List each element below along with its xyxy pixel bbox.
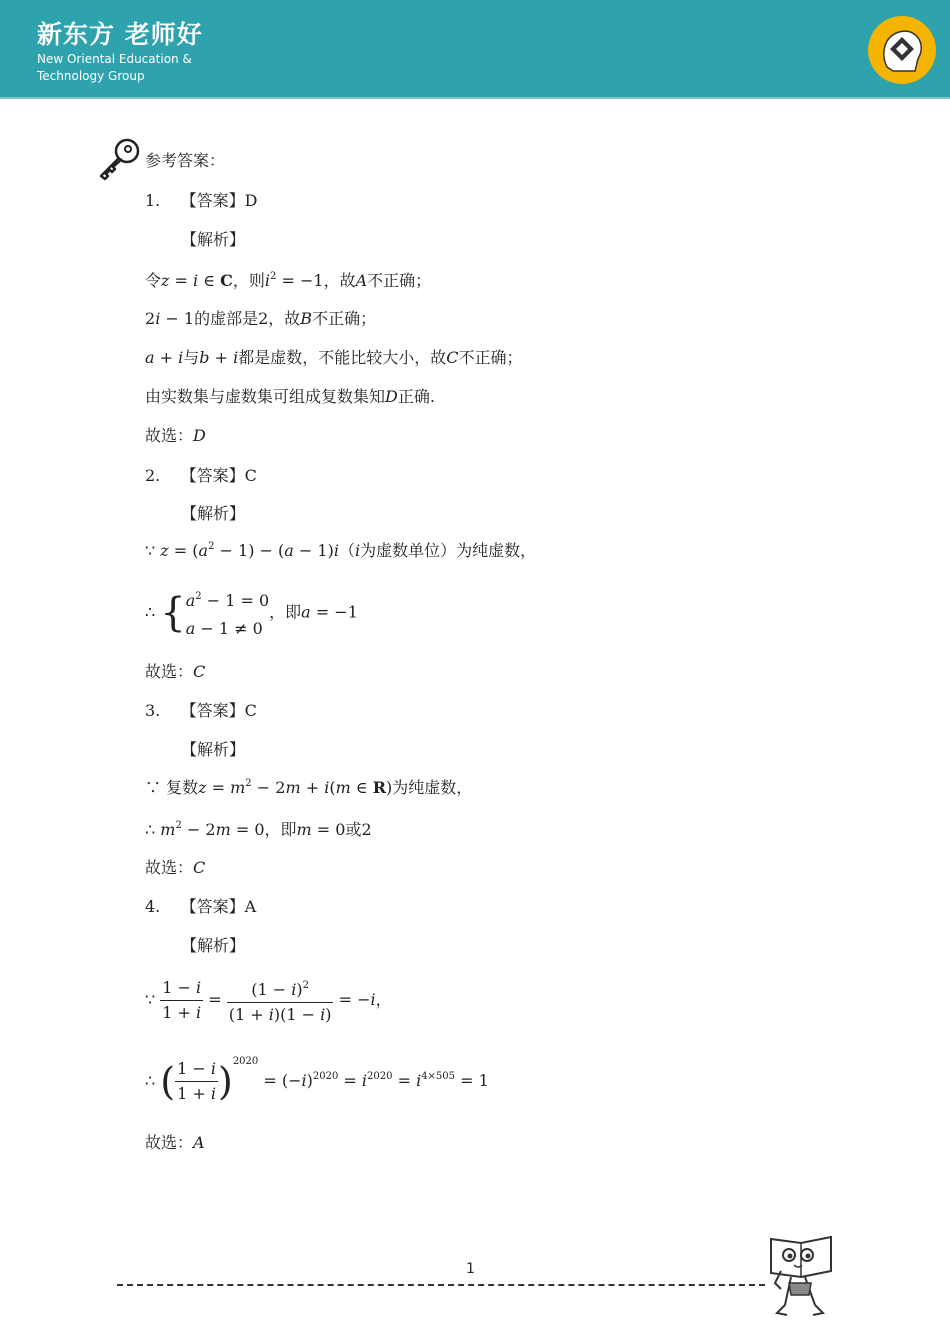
q4-step1: ∵ $\frac{1 - i}{1 + i}$ = $\frac{(1 - i)^2}{(1 + i)(1 - i)}$ = −i， (145, 975, 392, 1026)
q2-answer-label: 【答案】 (180, 466, 245, 485)
key-icon (96, 137, 142, 181)
q3-step2: ∴ $m^2 - 2m = 0$，即m = 0或2 (145, 820, 372, 839)
q1-analysis-label: 【解析】 (181, 230, 246, 249)
q1-step2: 2i − 1的虚部是2，故B不正确； (145, 309, 377, 328)
q2-analysis-label: 【解析】 (181, 504, 246, 523)
q1-answer: D (244, 191, 258, 210)
q3-step1: ∵ 复数$z = m^2 - 2m + i(m$ ∈ R)为纯虚数， (145, 778, 473, 797)
q2-step1: ∵ $z = (a^2 - 1) - (a - 1)i(i$为虚数单位）为纯虚数， (145, 541, 537, 560)
page-number: 1 (466, 1261, 475, 1277)
brand-name-cn: 新东方 老师好 (37, 20, 203, 49)
q1-step3: a + i与b + i都是虚数，不能比较大小，故C不正确； (145, 348, 523, 367)
q3-analysis-label: 【解析】 (181, 740, 246, 759)
brand-en-line1: New Oriental Education & (37, 52, 192, 66)
page-header (0, 0, 950, 99)
q1-number: 1. (145, 191, 161, 210)
q4-step2: ∴ ( $\frac{1 - i}{1 + i}$ )$^{2020} = (-i)^{2020} = i^{2020} = i^{4\times 505} = 1$ (145, 1056, 489, 1104)
q2-answer-line (145, 463, 257, 486)
q3-number: 3. (145, 701, 161, 720)
q2-step2: ∴ { $a^2 - 1 = 0$ a − 1 ≠ 0 ，即a = −1 (145, 590, 358, 638)
q1-step1: 令z = i ∈ C，则$i^2 = -1$，故A不正确； (145, 271, 432, 290)
q4-answer-label: 【答案】 (180, 897, 245, 916)
q4-number: 4. (145, 897, 161, 916)
q2-answer: C (244, 466, 257, 485)
q2-number: 2. (145, 466, 161, 485)
q4-answer-line (145, 894, 256, 917)
section-title: 参考答案： (145, 151, 226, 170)
book-mascot-icon (767, 1233, 835, 1317)
q3-answer-line (145, 698, 257, 721)
q1-answer-label: 【答案】 (180, 191, 245, 210)
q3-answer-label: 【答案】 (180, 701, 245, 720)
q4-answer: A (244, 897, 257, 916)
q3-choose: 故选：C (145, 858, 206, 877)
q3-answer: C (244, 701, 257, 720)
q4-analysis-label: 【解析】 (181, 936, 246, 955)
q1-choose: 故选：D (145, 426, 206, 445)
q1-answer-line (145, 188, 257, 211)
brand-name-en (37, 51, 237, 85)
q1-step4: 由实数集与虚数集可组成复数集知D正确. (145, 387, 435, 406)
footer-divider (117, 1284, 765, 1286)
brand-logo-icon (867, 15, 937, 85)
q2-choose: 故选：C (145, 662, 206, 681)
q4-choose: 故选：A (145, 1133, 205, 1152)
brand-en-line2: Technology Group (37, 69, 145, 83)
